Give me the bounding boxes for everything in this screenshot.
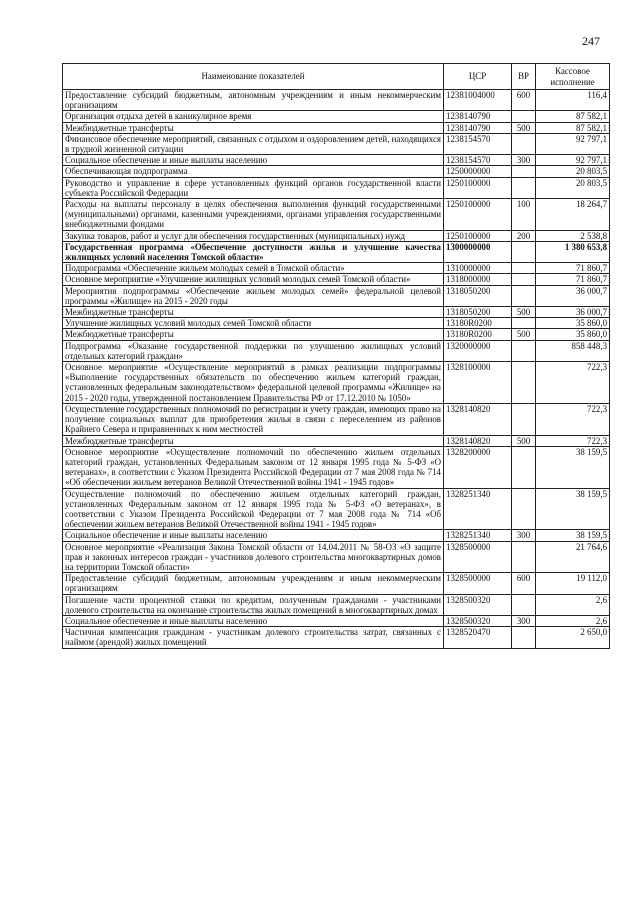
row-csr: 1250100000 bbox=[444, 230, 512, 241]
page-number: 247 bbox=[582, 34, 600, 48]
row-vr: 200 bbox=[512, 230, 536, 241]
row-amount: 858 448,3 bbox=[536, 340, 610, 361]
row-name: Предоставление субсидий бюджетным, автономным учреждениям и иным некоммерческим организациям bbox=[63, 573, 444, 594]
row-name: Основное мероприятие «Реализация Закона Томской области от 14.04.2011 № 58-ОЗ «О защите прав и законных интересов граждан - участников долевого строительства многоквартирных домов на территории Томской области» bbox=[63, 541, 444, 573]
row-vr bbox=[512, 340, 536, 361]
row-csr: 1328140820 bbox=[444, 403, 512, 435]
row-csr: 1328520470 bbox=[444, 627, 512, 648]
row-amount: 71 860,7 bbox=[536, 263, 610, 274]
row-vr bbox=[512, 241, 536, 262]
row-amount: 116,4 bbox=[536, 90, 610, 111]
table-row bbox=[63, 263, 610, 274]
row-vr bbox=[512, 133, 536, 154]
row-amount: 19 112,0 bbox=[536, 573, 610, 594]
table-row bbox=[63, 530, 610, 541]
table-row bbox=[63, 541, 610, 573]
table-row bbox=[63, 285, 610, 306]
row-vr: 600 bbox=[512, 573, 536, 594]
row-name: Социальное обеспечение и иные выплаты населению bbox=[63, 155, 444, 166]
row-csr: 1328500000 bbox=[444, 541, 512, 573]
row-vr: 500 bbox=[512, 329, 536, 340]
row-vr bbox=[512, 318, 536, 329]
row-name: Расходы на выплаты персоналу в целях обеспечения выполнения функций государственными (муниципальными) органами, казенными учреждениями, органами управления государственными внебюджетными фондами bbox=[63, 199, 444, 231]
row-amount: 21 764,6 bbox=[536, 541, 610, 573]
row-csr: 1310000000 bbox=[444, 263, 512, 274]
row-amount: 35 860,0 bbox=[536, 318, 610, 329]
table-row bbox=[63, 274, 610, 285]
table-row bbox=[63, 166, 610, 177]
row-amount: 1 380 653,8 bbox=[536, 241, 610, 262]
row-name: Социальное обеспечение и иные выплаты населению bbox=[63, 530, 444, 541]
row-name: Подпрограмма «Обеспечение жильем молодых семей в Томской области» bbox=[63, 263, 444, 274]
table-row bbox=[63, 329, 610, 340]
table-row bbox=[63, 362, 610, 404]
row-vr bbox=[512, 285, 536, 306]
row-amount: 722,3 bbox=[536, 403, 610, 435]
row-vr: 600 bbox=[512, 90, 536, 111]
row-csr: 13180R0200 bbox=[444, 318, 512, 329]
row-amount: 20 803,5 bbox=[536, 166, 610, 177]
table-row bbox=[63, 155, 610, 166]
table-row bbox=[63, 111, 610, 122]
table-row bbox=[63, 573, 610, 594]
row-csr: 13180R0200 bbox=[444, 329, 512, 340]
row-name: Государственная программа «Обеспечение доступности жилья и улучшение качества жилищных условий населения Томской области» bbox=[63, 241, 444, 262]
row-vr: 500 bbox=[512, 122, 536, 133]
row-csr: 1328500320 bbox=[444, 594, 512, 615]
row-vr bbox=[512, 263, 536, 274]
row-name: Обеспечивающая подпрограмма bbox=[63, 166, 444, 177]
row-vr bbox=[512, 403, 536, 435]
row-vr: 500 bbox=[512, 435, 536, 446]
row-vr bbox=[512, 488, 536, 530]
row-csr: 1328200000 bbox=[444, 446, 512, 488]
header-csr: ЦСР bbox=[444, 64, 512, 90]
row-csr: 1250100000 bbox=[444, 177, 512, 198]
row-csr: 1250100000 bbox=[444, 199, 512, 231]
table-row bbox=[63, 627, 610, 648]
row-amount: 92 797,1 bbox=[536, 133, 610, 154]
row-vr bbox=[512, 541, 536, 573]
row-vr bbox=[512, 274, 536, 285]
row-vr bbox=[512, 446, 536, 488]
budget-table bbox=[62, 63, 610, 649]
table-row bbox=[63, 488, 610, 530]
row-name: Основное мероприятие «Осуществление мероприятий в рамках реализации подпрограммы «Выполнение государственных обязательств по обеспечению жильем категорий граждан, установленных федеральным законодательством» федеральной целевой программы «Жилище» на 2015 - 2020 годы, утвержденной постановлением Правительства РФ от 17.12.2010 № 1050» bbox=[63, 362, 444, 404]
row-amount: 38 159,5 bbox=[536, 488, 610, 530]
row-vr bbox=[512, 594, 536, 615]
table-row bbox=[63, 318, 610, 329]
row-name: Подпрограмма «Оказание государственной поддержки по улучшению жилищных условий отдельных категорий граждан» bbox=[63, 340, 444, 361]
row-amount: 35 860,0 bbox=[536, 329, 610, 340]
row-csr: 1328500000 bbox=[444, 573, 512, 594]
row-amount: 20 803,5 bbox=[536, 177, 610, 198]
header-vr: ВР bbox=[512, 64, 536, 90]
row-amount: 2,6 bbox=[536, 615, 610, 626]
table-row bbox=[63, 133, 610, 154]
row-csr: 1328140820 bbox=[444, 435, 512, 446]
table-row bbox=[63, 615, 610, 626]
row-vr bbox=[512, 362, 536, 404]
row-csr: 1328251340 bbox=[444, 488, 512, 530]
row-name: Финансовое обеспечение мероприятий, связанных с отдыхом и оздоровлением детей, находящихся в трудной жизненной ситуации bbox=[63, 133, 444, 154]
table-row bbox=[63, 90, 610, 111]
row-name: Осуществление полномочий по обеспечению жильем отдельных категорий граждан, установленных Федеральным законом от 12 января 1995 года № 5-ФЗ «О ветеранах», в соответствии с Указом Президента Российской Федерации от 7 мая 2008 года № 714 «Об обеспечении жильем ветеранов Великой Отечественной войны 1941 - 1945 годов» bbox=[63, 488, 444, 530]
row-name: Погашение части процентной ставки по кредитам, полученным гражданами - участниками долевого строительства на окончание строительства жилых помещений в многоквартирных домах bbox=[63, 594, 444, 615]
row-csr: 1328251340 bbox=[444, 530, 512, 541]
row-name: Межбюджетные трансферты bbox=[63, 307, 444, 318]
row-amount: 38 159,5 bbox=[536, 446, 610, 488]
row-amount: 36 000,7 bbox=[536, 285, 610, 306]
row-amount: 36 000,7 bbox=[536, 307, 610, 318]
row-vr bbox=[512, 111, 536, 122]
row-amount: 92 797,1 bbox=[536, 155, 610, 166]
row-csr: 1328100000 bbox=[444, 362, 512, 404]
row-csr: 1318050200 bbox=[444, 307, 512, 318]
row-csr: 1238154570 bbox=[444, 155, 512, 166]
table-row bbox=[63, 177, 610, 198]
row-amount: 2,6 bbox=[536, 594, 610, 615]
row-amount: 87 582,1 bbox=[536, 111, 610, 122]
table-row bbox=[63, 446, 610, 488]
table-row bbox=[63, 199, 610, 231]
header-row bbox=[63, 64, 610, 90]
row-name: Осуществление государственных полномочий по регистрации и учету граждан, имеющих право на получение социальных выплат для приобретения жилья в связи с переселением из районов Крайнего Севера и приравненных к ним местностей bbox=[63, 403, 444, 435]
row-vr bbox=[512, 627, 536, 648]
row-csr: 12381004000 bbox=[444, 90, 512, 111]
row-vr: 100 bbox=[512, 199, 536, 231]
table-row bbox=[63, 230, 610, 241]
row-name: Закупка товаров, работ и услуг для обеспечения государственных (муниципальных) нужд bbox=[63, 230, 444, 241]
row-csr: 1238154570 bbox=[444, 133, 512, 154]
row-name: Предоставление субсидий бюджетным, автономным учреждениям и иным некоммерческим организациям bbox=[63, 90, 444, 111]
row-vr bbox=[512, 177, 536, 198]
row-amount: 2 538,8 bbox=[536, 230, 610, 241]
header-name: Наименование показателей bbox=[63, 64, 444, 90]
row-name: Руководство и управление в сфере установленных функций органов государственной власти субъекта Российской Федерации bbox=[63, 177, 444, 198]
row-name: Основное мероприятие «Осуществление полномочий по обеспечению жильем отдельных категорий граждан, установленных Федеральным законом от 12 января 1995 года № 5-ФЗ «О ветеранах», в соответствии с Указом Президента Российской Федерации от 7 мая 2008 года № 714 «Об обеспечении жильем ветеранов Великой Отечественной войны 1941 - 1945 годов» bbox=[63, 446, 444, 488]
row-amount: 722,3 bbox=[536, 362, 610, 404]
row-name: Частичная компенсация гражданам - участникам долевого строительства затрат, связанных с наймом (арендой) жилых помещений bbox=[63, 627, 444, 648]
table-row bbox=[63, 403, 610, 435]
row-csr: 1250000000 bbox=[444, 166, 512, 177]
header-amount: Кассовое исполнение bbox=[536, 64, 610, 90]
row-vr: 500 bbox=[512, 307, 536, 318]
row-name: Межбюджетные трансферты bbox=[63, 329, 444, 340]
row-csr: 1318050200 bbox=[444, 285, 512, 306]
row-amount: 722,3 bbox=[536, 435, 610, 446]
row-csr: 1320000000 bbox=[444, 340, 512, 361]
row-amount: 38 159,5 bbox=[536, 530, 610, 541]
row-vr: 300 bbox=[512, 530, 536, 541]
row-name: Организация отдыха детей в каникулярное время bbox=[63, 111, 444, 122]
row-amount: 18 264,7 bbox=[536, 199, 610, 231]
table-row bbox=[63, 122, 610, 133]
row-csr: 1328500320 bbox=[444, 615, 512, 626]
table-row bbox=[63, 594, 610, 615]
row-name: Социальное обеспечение и иные выплаты населению bbox=[63, 615, 444, 626]
row-vr bbox=[512, 166, 536, 177]
table-row bbox=[63, 241, 610, 262]
row-name: Межбюджетные трансферты bbox=[63, 122, 444, 133]
row-amount: 87 582,1 bbox=[536, 122, 610, 133]
table-row bbox=[63, 307, 610, 318]
row-csr: 1300000000 bbox=[444, 241, 512, 262]
row-name: Основное мероприятие «Улучшение жилищных условий молодых семей Томской области» bbox=[63, 274, 444, 285]
row-csr: 1318000000 bbox=[444, 274, 512, 285]
row-vr: 300 bbox=[512, 615, 536, 626]
row-amount: 71 860,7 bbox=[536, 274, 610, 285]
row-name: Улучшение жилищных условий молодых семей Томской области bbox=[63, 318, 444, 329]
table-row bbox=[63, 340, 610, 361]
row-name: Межбюджетные трансферты bbox=[63, 435, 444, 446]
row-name: Мероприятия подпрограммы «Обеспечение жильем молодых семей» федеральной целевой программы «Жилище» на 2015 - 2020 годы bbox=[63, 285, 444, 306]
row-vr: 300 bbox=[512, 155, 536, 166]
row-csr: 1238140790 bbox=[444, 111, 512, 122]
row-csr: 1238140790 bbox=[444, 122, 512, 133]
table-row bbox=[63, 435, 610, 446]
row-amount: 2 650,0 bbox=[536, 627, 610, 648]
